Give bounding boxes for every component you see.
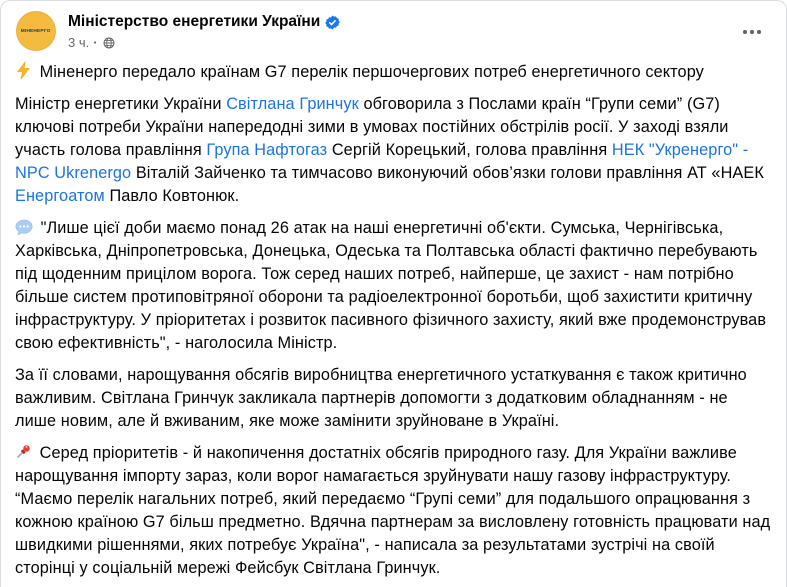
post-text: "Лише цієї доби маємо понад 26 атак на наші енергетичні об'єкти. Сумська, Чернігівська, Харківська, Дніпропетровська, Донецька, Одеська та Полтавська області фактично перебувають під щоденним прицілом ворога. Тож серед наших потреб, найперше, це захист - нам потрібно більше систем протиповітряної оборони та радіоелектронної боротьби, щоб захистити критичну інфраструктуру. У пріоритетах і розвиток пасивного фізичного захисту, який вже продемонстрував свою ефективність", - наголосила Міністр. [15,219,767,352]
post-text: обговорила з Послами країн “Групи семи” (G7) ключові потреби України напередодні зими в умовах постійних обстрілів росії. У заході взяли участь голова правління [15,95,729,159]
verified-badge-icon [325,15,340,30]
post-text: Сергій Корецький, голова правління [327,141,612,159]
globe-icon [103,37,115,49]
pushpin-icon [15,443,32,461]
entity-link[interactable]: Група Нафтогаз [206,141,328,159]
post-paragraph [15,442,772,580]
post-paragraph [15,217,772,355]
entity-link[interactable]: НЕК "Укренерго" - NPC Ukrenergo [15,141,749,182]
more-options-button[interactable] [736,23,768,41]
post-text: Серед пріоритетів - й накопичення достатніх обсягів природного газу. Для України важливе нарощування імпорту зараз, коли ворог намагається зруйнувати нашу газову інфраструктуру. “Маємо перелік нагальних потреб, який передаємо “Групі семи” для подальшого опрацювання з кожною країною G7 більш предметно. Вдячна партнерам за висловлену готовність працювати над швидкими рішеннями, яких потребує Україна", - написала за результатами зустрічі на своїй сторінці у соціальній мережі Фейсбук Світлана Гринчук. [15,444,771,577]
post-paragraph [15,93,772,208]
post-paragraph [15,364,772,433]
entity-link[interactable]: Світлана Гринчук [226,95,359,113]
avatar-label: МІНЕНЕРГО [21,28,51,34]
entity-link[interactable]: Енергоатом [15,187,105,205]
post-text: Міністр енергетики України [15,95,227,113]
post-text: За її словами, нарощування обсягів виробництва енергетичного устаткування є також критично важливим. Світлана Гринчук закликала партнерів допомогти з додатковим обладнанням - не лише новим, але й вживаним, яке може замінити зруйноване в Україні. [15,366,747,430]
lightning-icon [15,61,32,80]
name-row [68,12,340,32]
page-avatar[interactable] [16,11,56,51]
post-body [1,55,786,580]
speech-balloon-icon [15,219,33,236]
meta-row [68,34,340,51]
page-name-link[interactable]: Міністерство енергетики України [68,13,321,30]
post-text: Павло Ковтонюк. [104,187,240,205]
ellipsis-icon [742,29,762,35]
header-info [68,11,340,51]
post-header [1,1,786,55]
meta-separator: · [93,35,98,50]
post-text: Міненерго передало країнам G7 перелік першочергових потреб енергетичного сектору [35,63,704,81]
timestamp-link[interactable]: 3 ч. [68,35,90,50]
post-text: Віталій Зайченко та тимчасово виконуючий обов’язки голови правління АТ «НАЕК [131,164,764,182]
post-paragraph [15,61,772,84]
